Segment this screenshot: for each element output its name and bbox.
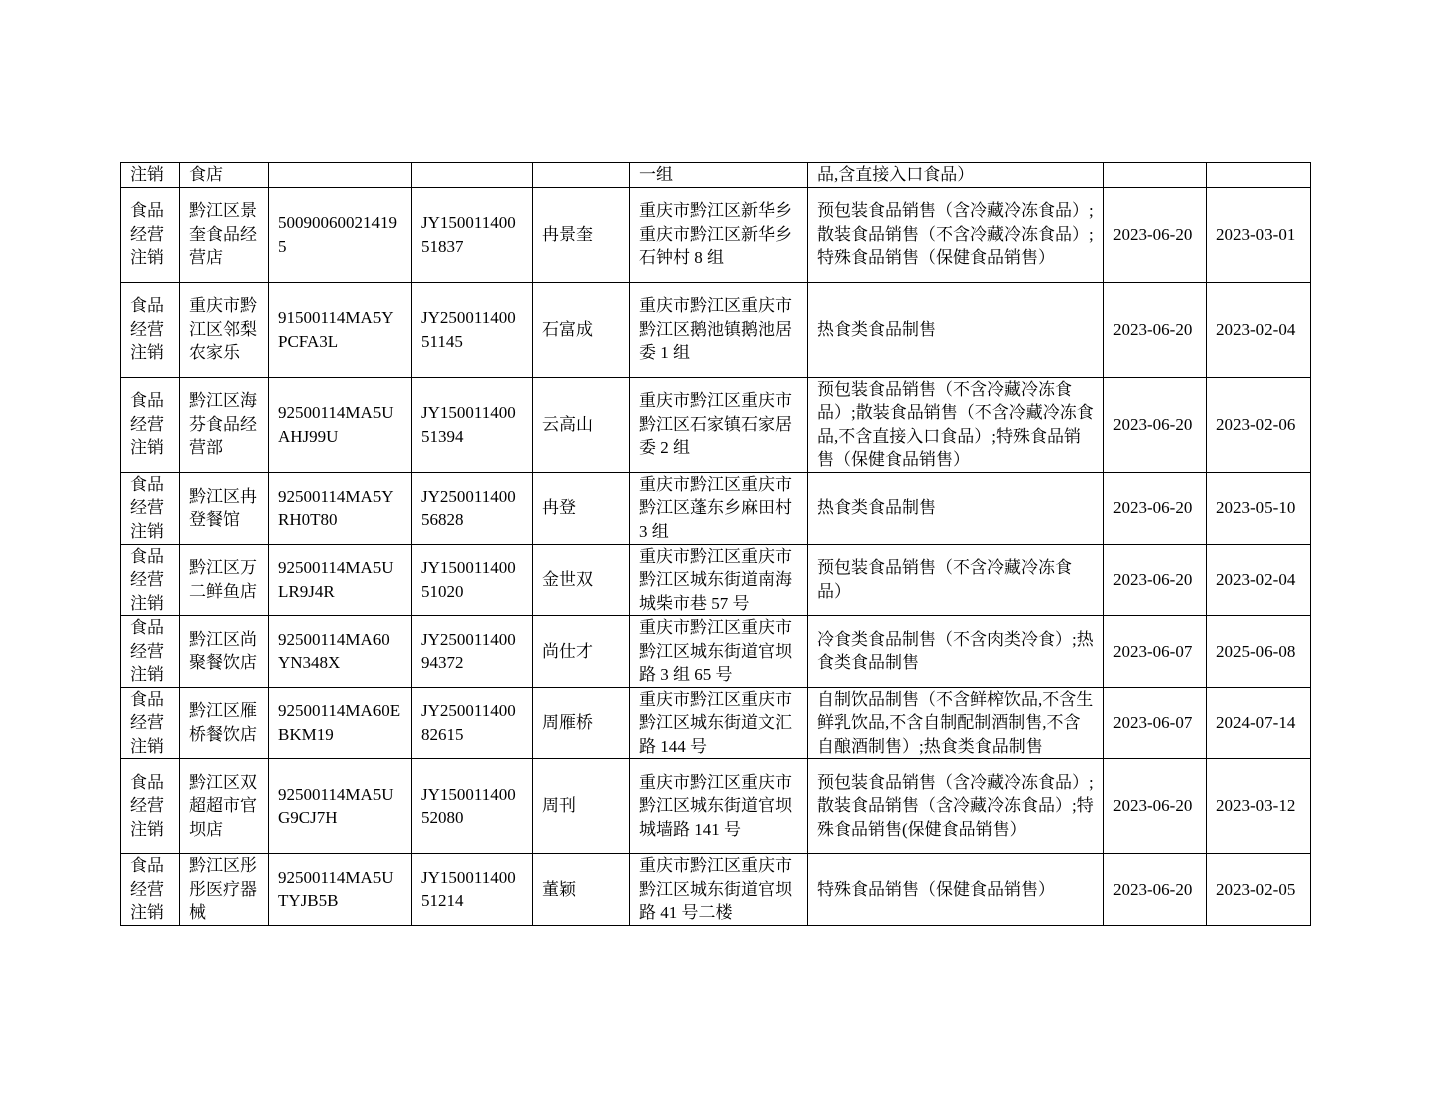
legal-person-cell [533,163,630,188]
address-cell: 重庆市黔江区重庆市黔江区蓬东乡麻田村 3 组 [630,472,808,544]
credit-code-cell: 92500114MA5YRH0T80 [269,472,412,544]
issue-date-cell [1104,163,1207,188]
license-number-cell: JY25001140082615 [412,687,533,759]
business-scope-cell: 预包装食品销售（含冷藏冷冻食品）;散装食品销售（含冷藏冷冻食品）;特殊食品销售(保健食品销售） [808,759,1104,854]
issue-date-cell: 2023-06-20 [1104,282,1207,377]
business-name-cell: 黔江区万二鲜鱼店 [180,544,269,616]
status-cell: 食品经营注销 [121,687,180,759]
business-scope-cell: 自制饮品制售（不含鲜榨饮品,不含生鲜乳饮品,不含自制配制酒制售,不含自酿酒制售）;热食类食品制售 [808,687,1104,759]
address-cell: 重庆市黔江区重庆市黔江区城东街道官坝路 3 组 65 号 [630,616,808,688]
issue-date-cell: 2023-06-20 [1104,187,1207,282]
license-number-cell: JY15001140051837 [412,187,533,282]
table-row [121,187,1311,282]
status-cell: 注销 [121,163,180,188]
business-scope-cell: 品,含直接入口食品） [808,163,1104,188]
business-name-cell: 黔江区尚聚餐饮店 [180,616,269,688]
business-name-cell: 食店 [180,163,269,188]
status-cell: 食品经营注销 [121,187,180,282]
address-cell: 一组 [630,163,808,188]
business-name-cell: 重庆市黔江区邻梨农家乐 [180,282,269,377]
status-cell: 食品经营注销 [121,759,180,854]
business-scope-cell: 热食类食品制售 [808,472,1104,544]
expiry-date-cell: 2023-03-12 [1207,759,1311,854]
legal-person-cell: 董颖 [533,854,630,926]
business-scope-cell: 预包装食品销售（不含冷藏冷冻食品） [808,544,1104,616]
status-cell: 食品经营注销 [121,544,180,616]
credit-code-cell: 92500114MA5ULR9J4R [269,544,412,616]
issue-date-cell: 2023-06-20 [1104,759,1207,854]
issue-date-cell: 2023-06-20 [1104,544,1207,616]
credit-code-cell: 92500114MA60YN348X [269,616,412,688]
expiry-date-cell: 2025-06-08 [1207,616,1311,688]
address-cell: 重庆市黔江区重庆市黔江区城东街道官坝路 41 号二楼 [630,854,808,926]
business-name-cell: 黔江区冉登餐馆 [180,472,269,544]
legal-person-cell: 金世双 [533,544,630,616]
issue-date-cell: 2023-06-20 [1104,377,1207,472]
address-cell: 重庆市黔江区重庆市黔江区城东街道文汇路 144 号 [630,687,808,759]
license-number-cell: JY25001140051145 [412,282,533,377]
expiry-date-cell: 2023-02-04 [1207,282,1311,377]
legal-person-cell: 周刊 [533,759,630,854]
license-number-cell [412,163,533,188]
credit-code-cell: 92500114MA60EBKM19 [269,687,412,759]
table-row [121,616,1311,688]
business-name-cell: 黔江区景奎食品经营店 [180,187,269,282]
business-scope-cell: 预包装食品销售（不含冷藏冷冻食品）;散装食品销售（不含冷藏冷冻食品,不含直接入口食品）;特殊食品销售（保健食品销售） [808,377,1104,472]
expiry-date-cell: 2023-02-06 [1207,377,1311,472]
issue-date-cell: 2023-06-20 [1104,472,1207,544]
business-name-cell: 黔江区雁桥餐饮店 [180,687,269,759]
business-scope-cell: 热食类食品制售 [808,282,1104,377]
credit-code-cell: 92500114MA5UTYJB5B [269,854,412,926]
credit-code-cell: 92500114MA5UAHJ99U [269,377,412,472]
expiry-date-cell: 2023-02-04 [1207,544,1311,616]
issue-date-cell: 2023-06-07 [1104,616,1207,688]
legal-person-cell: 尚仕才 [533,616,630,688]
business-scope-cell: 特殊食品销售（保健食品销售） [808,854,1104,926]
expiry-date-cell [1207,163,1311,188]
license-number-cell: JY15001140051020 [412,544,533,616]
business-scope-cell: 预包装食品销售（含冷藏冷冻食品）;散装食品销售（不含冷藏冷冻食品）;特殊食品销售（保健食品销售） [808,187,1104,282]
expiry-date-cell: 2023-02-05 [1207,854,1311,926]
legal-person-cell: 云高山 [533,377,630,472]
license-number-cell: JY25001140056828 [412,472,533,544]
table-row [121,472,1311,544]
business-name-cell: 黔江区彤彤医疗器械 [180,854,269,926]
address-cell: 重庆市黔江区新华乡重庆市黔江区新华乡石钟村 8 组 [630,187,808,282]
expiry-date-cell: 2023-03-01 [1207,187,1311,282]
table-row [121,687,1311,759]
table-row [121,377,1311,472]
license-number-cell: JY25001140094372 [412,616,533,688]
issue-date-cell: 2023-06-20 [1104,854,1207,926]
expiry-date-cell: 2024-07-14 [1207,687,1311,759]
address-cell: 重庆市黔江区重庆市黔江区石家镇石家居委 2 组 [630,377,808,472]
credit-code-cell: 92500114MA5UG9CJ7H [269,759,412,854]
business-name-cell: 黔江区双超超市官坝店 [180,759,269,854]
address-cell: 重庆市黔江区重庆市黔江区城东街道南海城柴市巷 57 号 [630,544,808,616]
credit-code-cell: 500900600214195 [269,187,412,282]
legal-person-cell: 冉景奎 [533,187,630,282]
address-cell: 重庆市黔江区重庆市黔江区城东街道官坝城墙路 141 号 [630,759,808,854]
table-row [121,163,1311,188]
license-number-cell: JY15001140052080 [412,759,533,854]
legal-person-cell: 石富成 [533,282,630,377]
credit-code-cell [269,163,412,188]
address-cell: 重庆市黔江区重庆市黔江区鹅池镇鹅池居委 1 组 [630,282,808,377]
status-cell: 食品经营注销 [121,377,180,472]
license-number-cell: JY15001140051394 [412,377,533,472]
table-row [121,854,1311,926]
table-row [121,544,1311,616]
license-number-cell: JY15001140051214 [412,854,533,926]
status-cell: 食品经营注销 [121,616,180,688]
legal-person-cell: 周雁桥 [533,687,630,759]
expiry-date-cell: 2023-05-10 [1207,472,1311,544]
legal-person-cell: 冉登 [533,472,630,544]
status-cell: 食品经营注销 [121,854,180,926]
business-name-cell: 黔江区海芬食品经营部 [180,377,269,472]
issue-date-cell: 2023-06-07 [1104,687,1207,759]
status-cell: 食品经营注销 [121,472,180,544]
table-row [121,759,1311,854]
business-scope-cell: 冷食类食品制售（不含肉类冷食）;热食类食品制售 [808,616,1104,688]
food-license-cancellation-table [120,162,1311,926]
table-row [121,282,1311,377]
credit-code-cell: 91500114MA5YPCFA3L [269,282,412,377]
status-cell: 食品经营注销 [121,282,180,377]
